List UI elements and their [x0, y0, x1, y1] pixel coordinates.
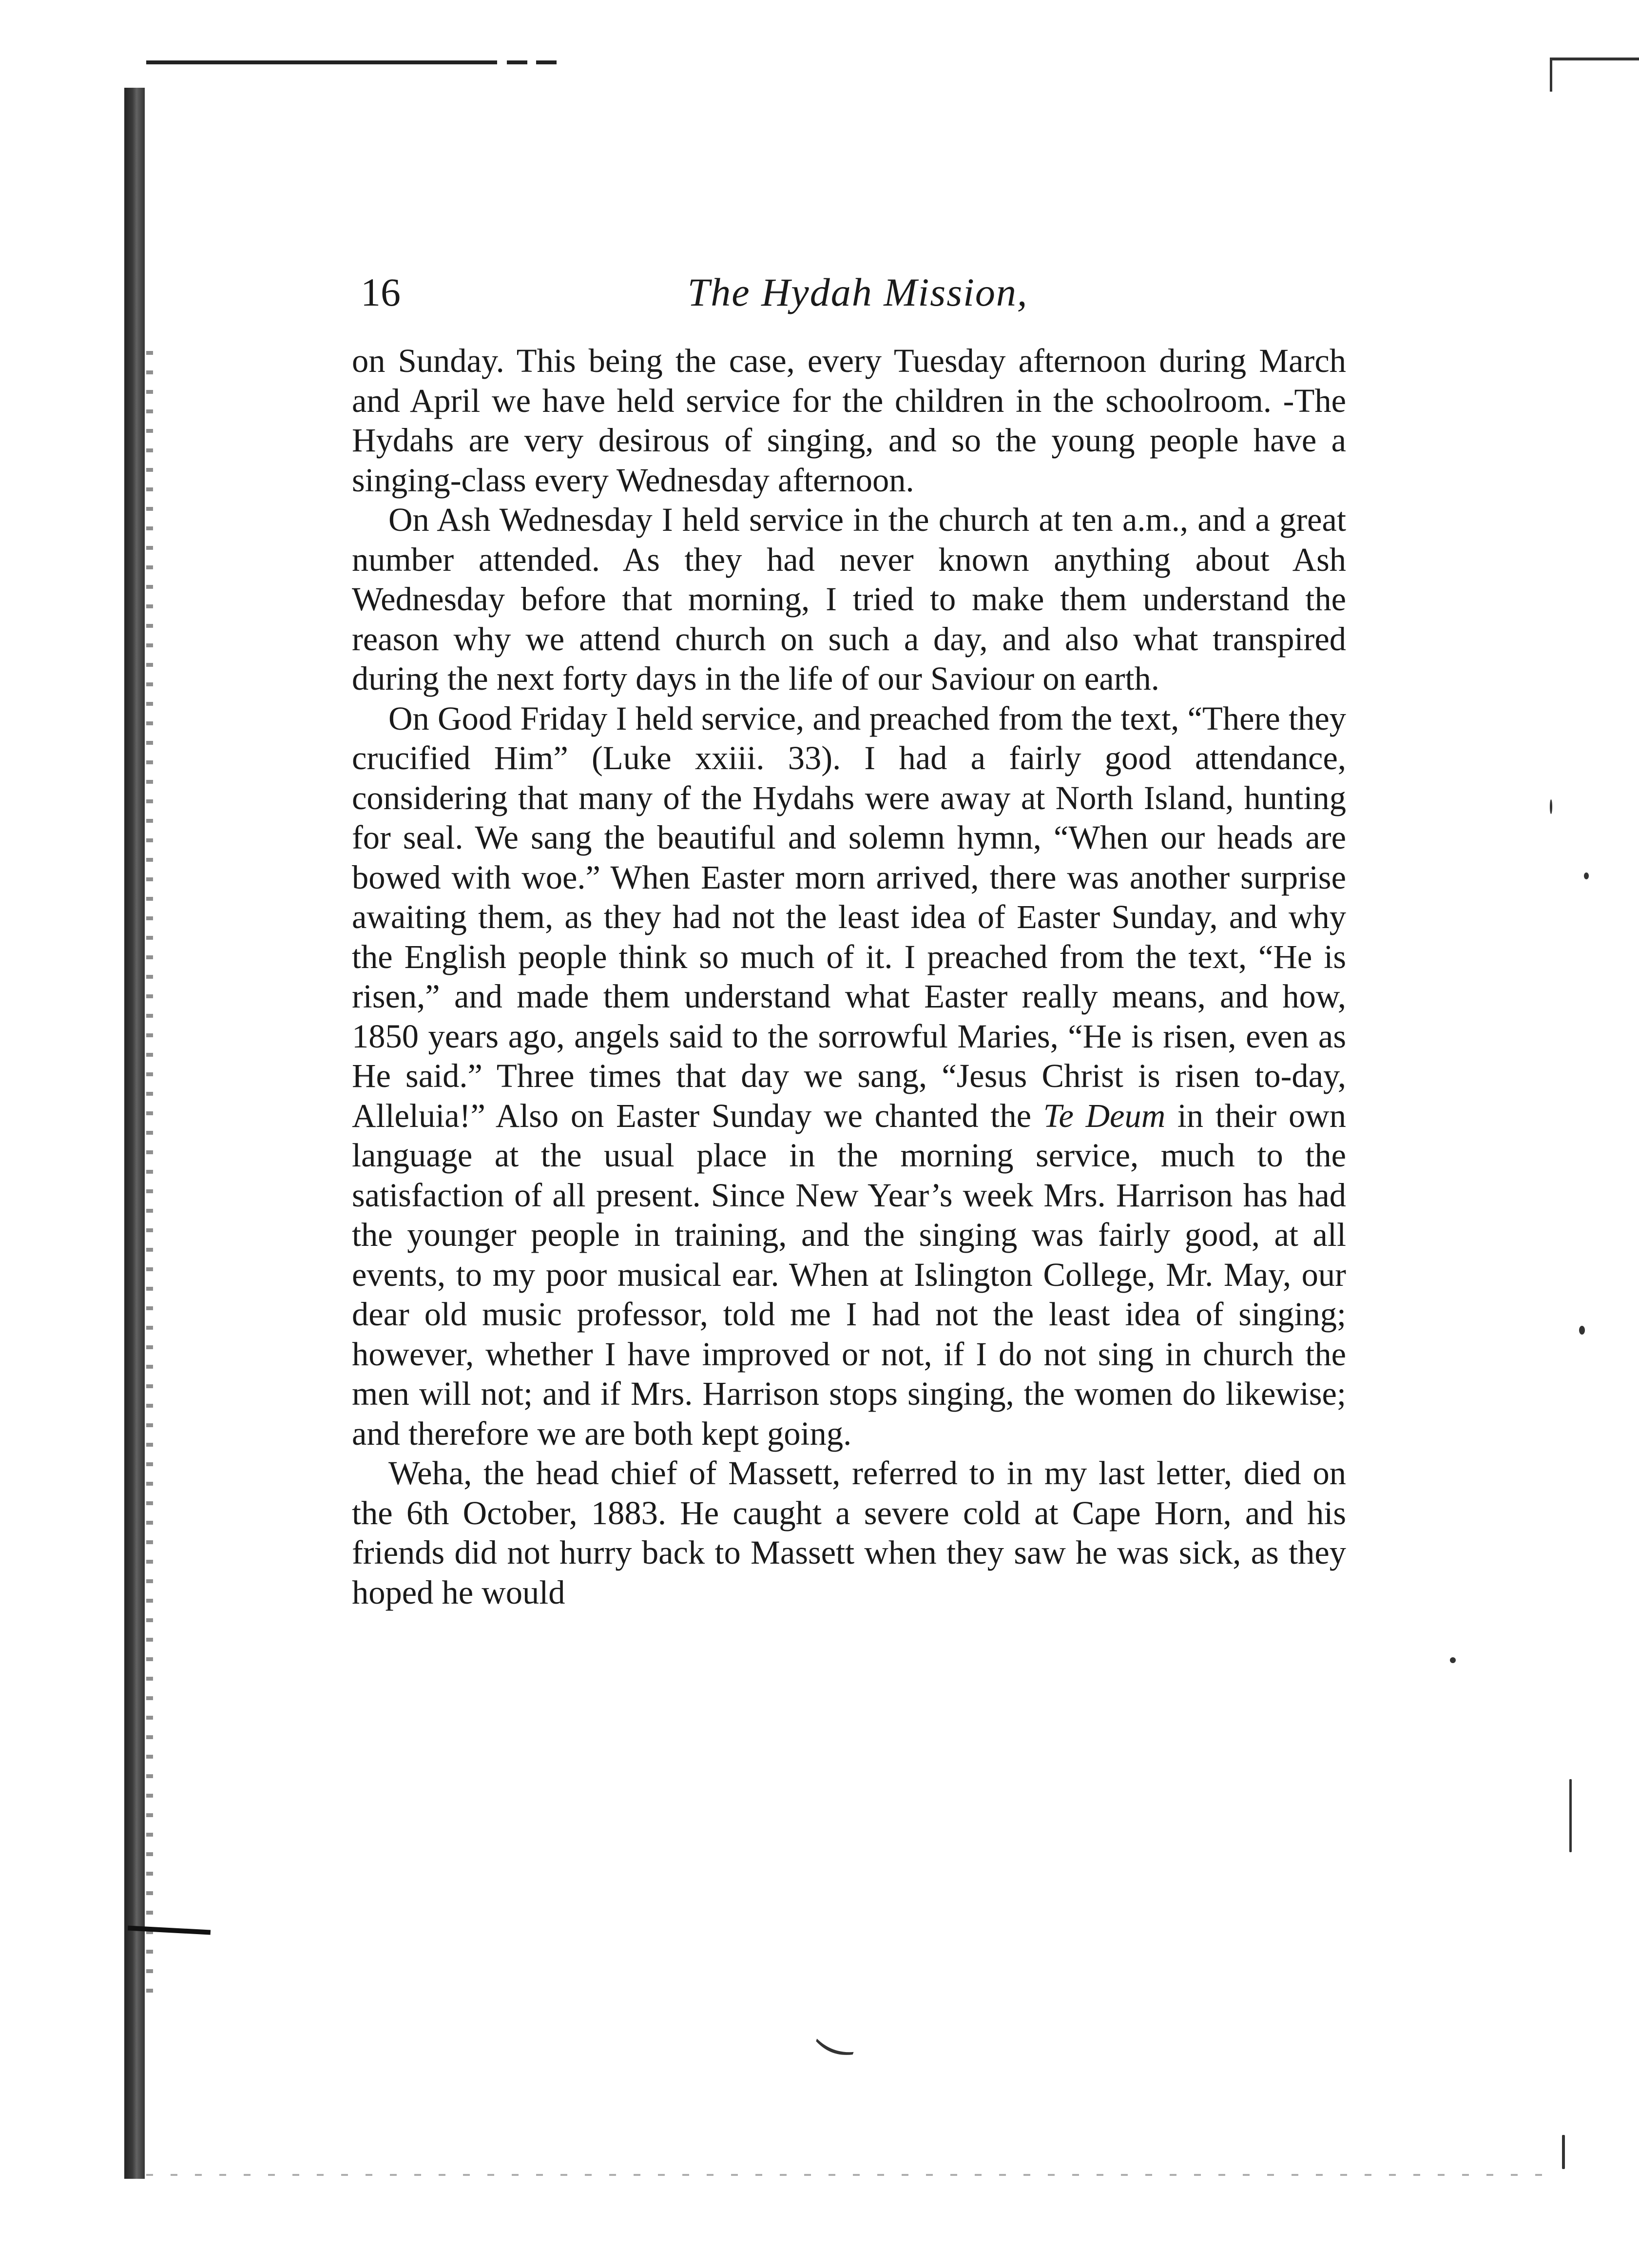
stray-mark [1550, 799, 1552, 814]
bottom-pencil-mark: ‿ [816, 2000, 866, 2058]
paragraph [352, 699, 1346, 1454]
binding-speckle [146, 351, 153, 2008]
stray-mark [1584, 872, 1589, 879]
page-number: 16 [361, 270, 401, 314]
stray-mark [1450, 1657, 1456, 1663]
stray-mark [1569, 1779, 1572, 1852]
paragraph: Weha, the head chief of Massett, referred to in my last letter, died on the 6th October, 1883. He caught a severe cold at Cape Horn, and his friends did not hurry back to Massett when they saw he was sick, as they hoped he would [352, 1454, 1346, 1611]
bottom-edge-rule [146, 2174, 1560, 2176]
page-corner-mark [1550, 58, 1552, 92]
page-corner-mark [1550, 58, 1639, 60]
book-binding-shadow [124, 88, 145, 2179]
top-edge-rule [146, 60, 497, 64]
top-edge-dash [507, 60, 527, 64]
running-head [361, 266, 1355, 319]
paragraph-text: On Good Friday I held service, and preached from the text, “There they crucified Him” (Luke xxiii. 33). I had a fairly good attendance, considering that many of the Hydahs were away at North Island, hunting for seal. We sang the beautiful and solemn hymn, “When our heads are bowed with woe.” When Easter morn arrived, there was another surprise awaiting them, as they had not the least idea of Easter Sunday, and why the English people think so much of it. I preached from the text, “He is risen,” and made them understand what Easter really means, and how, 1850 years ago, angels said to the sorrowful Maries, “He is risen, even as He said.” Three times that day we sang, “Jesus Christ is risen to-day, Alleluia!” Also on Easter Sunday we chanted the [352, 699, 1346, 1134]
page-body [352, 341, 1346, 1612]
stray-mark [1579, 1326, 1585, 1335]
stray-mark [1562, 2135, 1565, 2169]
paragraph-text: in their own language at the usual place in the morning service, much to the satisfaction of all present. Since New Year’s week Mrs. Harrison has had the younger people in training, and the singing was fairly good, at all events, to my poor musical ear. When at Islington College, Mr. May, our dear old music professor, told me I had not the least idea of singing; however, whether I have improved or not, if I do not sing in church the men will not; and if Mrs. Harrison stops singing, the women do likewise; and therefore we are both kept going. [352, 1097, 1347, 1452]
running-title: The Hydah Mission, [687, 270, 1028, 314]
top-edge-dash [536, 60, 557, 64]
paragraph: on Sunday. This being the case, every Tuesday afternoon during March and April we have held service for the children in the schoolroom. -The Hydahs are very desirous of singing, and so the young people have a singing-class every Wednesday afternoon. [352, 342, 1346, 499]
italic-title: Te Deum [1043, 1097, 1166, 1134]
paragraph: On Ash Wednesday I held service in the church at ten a.m., and a great number attended. As they had never known anything about Ash Wednesday before that morning, I tried to make them understand the reason why we attend church on such a day, and also what transpired during the next forty days in the life of our Saviour on earth. [352, 501, 1346, 697]
